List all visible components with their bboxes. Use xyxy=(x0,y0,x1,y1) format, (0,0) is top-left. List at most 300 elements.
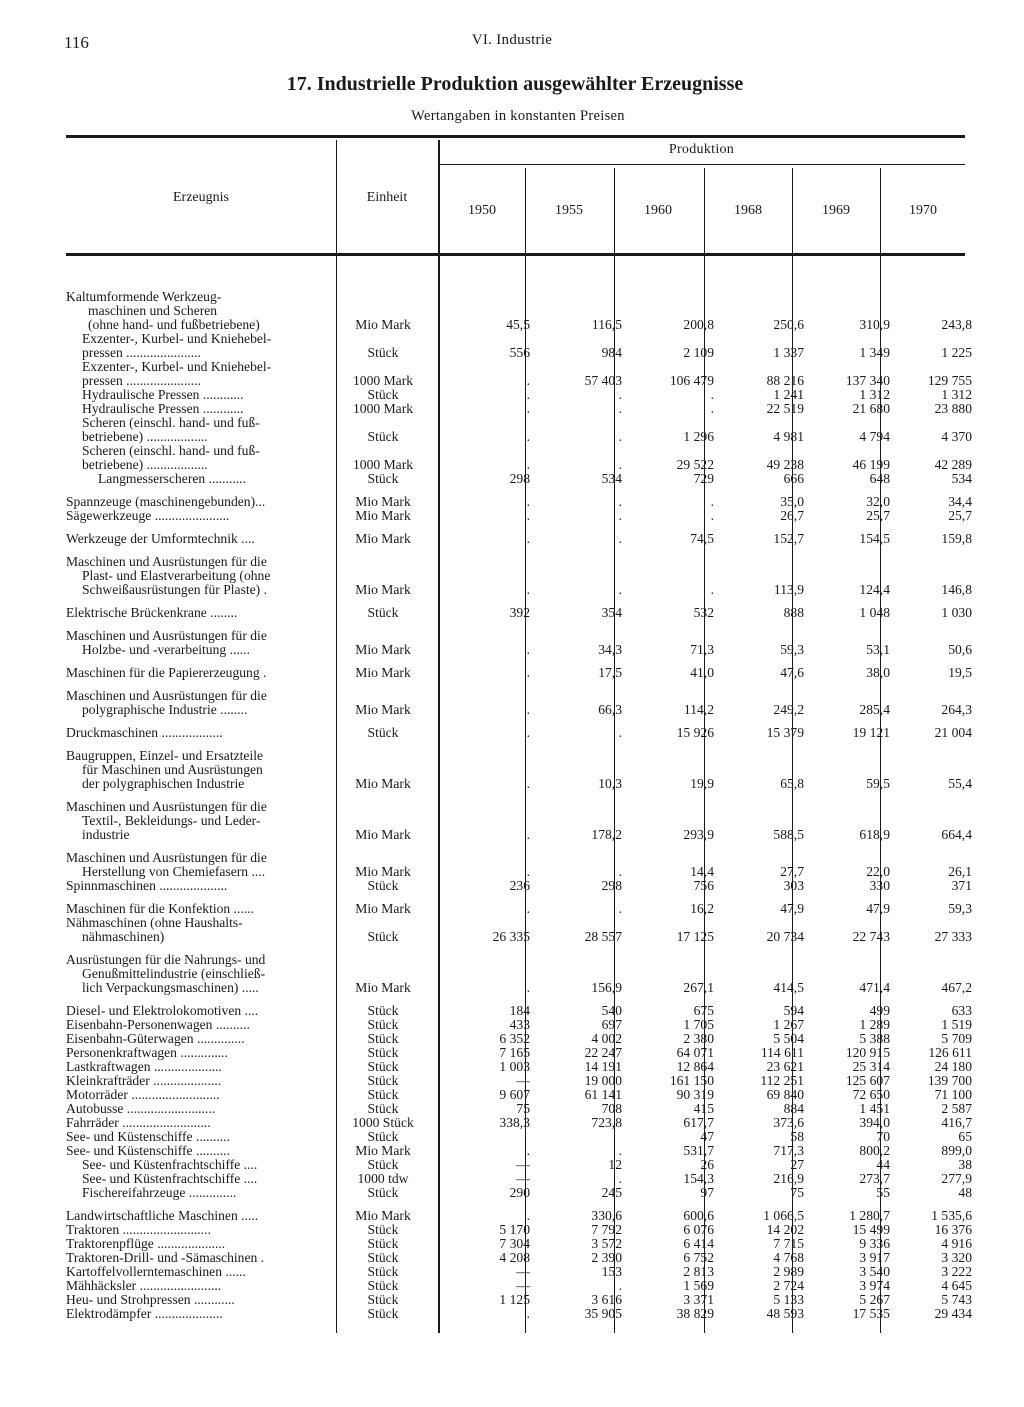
row-unit: Mio Mark xyxy=(355,776,411,791)
value-cell: . xyxy=(526,429,530,444)
produktion-rule xyxy=(438,164,965,165)
value-cell: 1 003 xyxy=(499,1059,530,1074)
row-label: Elektrodämpfer .................... xyxy=(66,1306,223,1321)
value-cell: 267,1 xyxy=(683,980,714,995)
value-cell: 7 165 xyxy=(499,1045,530,1060)
value-cell: . xyxy=(526,725,530,740)
value-cell: . xyxy=(618,725,622,740)
value-cell: 290 xyxy=(509,1185,530,1200)
value-cell: 5 133 xyxy=(773,1292,804,1307)
value-cell: 1 241 xyxy=(773,387,804,402)
value-cell: . xyxy=(526,642,530,657)
table-row xyxy=(66,1157,972,1172)
row-label: Traktorenpflüge .................... xyxy=(66,1236,226,1251)
row-label: Kleinkrafträder .................... xyxy=(66,1073,222,1088)
row-unit: Stück xyxy=(367,1222,399,1237)
table-row xyxy=(66,629,966,643)
value-cell: — xyxy=(516,1278,530,1293)
value-cell: 243,8 xyxy=(941,317,972,332)
value-cell: 2 813 xyxy=(683,1264,714,1279)
table-row xyxy=(66,1171,972,1186)
value-cell: 22,0 xyxy=(866,864,890,879)
value-cell: 7 792 xyxy=(591,1222,622,1237)
value-cell: 5 504 xyxy=(773,1031,804,1046)
value-cell: . xyxy=(618,429,622,444)
table-title: 17. Industrielle Produktion ausgewählter Erzeugnisse xyxy=(286,73,744,95)
value-cell: 14 191 xyxy=(584,1059,622,1074)
value-cell: 24 180 xyxy=(934,1059,972,1074)
value-cell: 4 916 xyxy=(941,1236,972,1251)
value-cell: 25,7 xyxy=(866,508,890,523)
value-cell: 75 xyxy=(516,1101,530,1116)
value-cell: . xyxy=(526,531,530,546)
table-row xyxy=(66,1236,972,1251)
value-cell: 633 xyxy=(951,1003,972,1018)
value-cell: 19,9 xyxy=(690,776,714,791)
table-row xyxy=(66,800,966,814)
value-cell: 4 370 xyxy=(941,429,972,444)
row-unit: Stück xyxy=(367,1250,399,1265)
table-row xyxy=(66,1059,972,1074)
value-cell: 27 xyxy=(790,1157,804,1172)
value-cell: . xyxy=(526,901,530,916)
value-cell: 1 519 xyxy=(941,1017,972,1032)
row-label: Baugruppen, Einzel- und Ersatzteile xyxy=(66,748,264,763)
value-cell: 534 xyxy=(601,471,622,486)
value-cell: 2 390 xyxy=(591,1250,622,1265)
header-year: 1969 xyxy=(822,203,850,218)
row-label: Maschinen und Ausrüstungen für die xyxy=(66,554,267,569)
table-row xyxy=(66,332,966,346)
value-cell: 245 xyxy=(601,1185,622,1200)
table-row xyxy=(66,814,966,828)
value-cell: 298 xyxy=(601,878,622,893)
value-cell: 373,6 xyxy=(773,1115,804,1130)
row-label: Fahrräder .......................... xyxy=(66,1115,211,1130)
row-unit: Stück xyxy=(367,1157,399,1172)
value-cell: 178,2 xyxy=(591,827,622,842)
value-cell: 17 125 xyxy=(676,929,714,944)
value-cell: 35,0 xyxy=(780,494,804,509)
table-body xyxy=(66,289,972,1321)
table-row xyxy=(66,416,966,430)
row-label: betriebene) .................. xyxy=(82,457,208,472)
table-row xyxy=(66,901,972,916)
value-cell: . xyxy=(526,494,530,509)
value-cell: 884 xyxy=(783,1101,804,1116)
value-cell: 26 xyxy=(700,1157,714,1172)
value-cell: 53,1 xyxy=(866,642,890,657)
value-cell: . xyxy=(526,1143,530,1158)
row-unit: Mio Mark xyxy=(355,582,411,597)
value-cell: 38 829 xyxy=(676,1306,714,1321)
value-cell: 250,6 xyxy=(773,317,804,332)
value-cell: 800,2 xyxy=(859,1143,890,1158)
value-cell: 532 xyxy=(693,605,714,620)
table-row xyxy=(66,317,972,332)
value-cell: 414,5 xyxy=(773,980,804,995)
value-cell: 22 743 xyxy=(852,929,890,944)
row-unit: Mio Mark xyxy=(355,901,411,916)
value-cell: 1 225 xyxy=(941,345,972,360)
value-cell: 1 030 xyxy=(941,605,972,620)
value-cell: 114 611 xyxy=(760,1045,804,1060)
value-cell: 21 004 xyxy=(934,725,972,740)
value-cell: 29 434 xyxy=(934,1306,972,1321)
value-cell: 88 216 xyxy=(766,373,804,388)
value-cell: 617,7 xyxy=(683,1115,714,1130)
row-unit: Mio Mark xyxy=(355,702,411,717)
value-cell: 666 xyxy=(783,471,804,486)
row-label: Kaltumformende Werkzeug- xyxy=(66,289,222,304)
value-cell: 44 xyxy=(876,1157,890,1172)
value-cell: 47 xyxy=(700,1129,714,1144)
value-cell: 15 499 xyxy=(852,1222,890,1237)
value-cell: 600,6 xyxy=(683,1208,714,1223)
row-label: Eisenbahn-Güterwagen .............. xyxy=(66,1031,245,1046)
value-cell: 45,5 xyxy=(506,317,530,332)
row-label: pressen ...................... xyxy=(82,373,201,388)
row-unit: Mio Mark xyxy=(355,508,411,523)
table-row xyxy=(66,1031,972,1046)
value-cell: 12 xyxy=(608,1157,622,1172)
value-cell: 66,3 xyxy=(598,702,622,717)
value-cell: 594 xyxy=(783,1003,804,1018)
row-label: betriebene) .................. xyxy=(82,429,208,444)
value-cell: 4 768 xyxy=(773,1250,804,1265)
row-unit: Stück xyxy=(367,1185,399,1200)
value-cell: . xyxy=(526,401,530,416)
table-row xyxy=(66,345,972,360)
value-cell: 2 724 xyxy=(773,1278,804,1293)
row-label: Exzenter-, Kurbel- und Kniehebel- xyxy=(82,359,272,374)
row-unit: Stück xyxy=(367,1031,399,1046)
value-cell: 112 251 xyxy=(760,1073,804,1088)
row-unit: 1000 Mark xyxy=(352,457,414,472)
value-cell: 15 379 xyxy=(766,725,804,740)
value-cell: 648 xyxy=(869,471,890,486)
row-unit: Mio Mark xyxy=(355,642,411,657)
row-unit: Stück xyxy=(367,345,399,360)
value-cell: 9 607 xyxy=(499,1087,530,1102)
value-cell: 16,2 xyxy=(690,901,714,916)
value-cell: 23 621 xyxy=(766,1059,804,1074)
value-cell: 540 xyxy=(601,1003,622,1018)
value-cell: 618,9 xyxy=(859,827,890,842)
value-cell: . xyxy=(618,901,622,916)
row-unit: Mio Mark xyxy=(355,494,411,509)
value-cell: 71 100 xyxy=(934,1087,972,1102)
row-label: Ausrüstungen für die Nahrungs- und xyxy=(66,952,266,967)
value-cell: 310,9 xyxy=(859,317,890,332)
value-cell: 303 xyxy=(783,878,804,893)
table-row xyxy=(66,1101,972,1116)
row-label: Traktoren-Drill- und -Sämaschinen . xyxy=(66,1250,265,1265)
value-cell: . xyxy=(618,864,622,879)
table-row xyxy=(66,1292,972,1307)
value-cell: 723,8 xyxy=(591,1115,622,1130)
value-cell: 156,9 xyxy=(591,980,622,995)
top-rule xyxy=(66,135,965,138)
value-cell: 3 616 xyxy=(591,1292,622,1307)
table-row xyxy=(66,1185,972,1200)
value-cell: 3 371 xyxy=(683,1292,714,1307)
value-cell: 5 388 xyxy=(859,1031,890,1046)
value-cell: 534 xyxy=(951,471,972,486)
value-cell: 236 xyxy=(509,878,530,893)
value-cell: . xyxy=(618,1278,622,1293)
row-unit: Stück xyxy=(367,1292,399,1307)
value-cell: 1 312 xyxy=(941,387,972,402)
value-cell: 354 xyxy=(601,605,622,620)
row-label: Lastkraftwagen .................... xyxy=(66,1059,222,1074)
row-unit: Stück xyxy=(367,725,399,740)
value-cell: . xyxy=(526,387,530,402)
row-label: Motorräder .......................... xyxy=(66,1087,220,1102)
value-cell: 293,9 xyxy=(683,827,714,842)
value-cell: 394,0 xyxy=(859,1115,890,1130)
value-cell: 6 414 xyxy=(683,1236,714,1251)
value-cell: 29 522 xyxy=(676,457,714,472)
value-cell: . xyxy=(618,508,622,523)
value-cell: . xyxy=(526,827,530,842)
value-cell: 38 xyxy=(958,1157,972,1172)
row-unit: Stück xyxy=(367,1059,399,1074)
value-cell: 55,4 xyxy=(948,776,972,791)
table-row xyxy=(66,689,966,703)
value-cell: . xyxy=(526,508,530,523)
table-row xyxy=(66,1143,972,1158)
value-cell: 34,4 xyxy=(948,494,972,509)
value-cell: 14,4 xyxy=(690,864,714,879)
row-label: Maschinen für die Papiererzeugung . xyxy=(66,665,267,680)
value-cell: 899,0 xyxy=(941,1143,972,1158)
row-label: industrie xyxy=(82,827,130,842)
value-cell: 59,3 xyxy=(948,901,972,916)
header-erzeugnis: Erzeugnis xyxy=(173,190,229,205)
table-row xyxy=(66,360,966,374)
value-cell: 75 xyxy=(790,1185,804,1200)
value-cell: . xyxy=(618,494,622,509)
chapter-heading: VI. Industrie xyxy=(471,32,553,48)
row-unit: 1000 tdw xyxy=(357,1171,409,1186)
row-unit: Stück xyxy=(367,1101,399,1116)
value-cell: 273,7 xyxy=(859,1171,890,1186)
table-row xyxy=(66,953,966,967)
value-cell: 12 864 xyxy=(676,1059,714,1074)
value-cell: 26,1 xyxy=(948,864,972,879)
value-cell: . xyxy=(526,1306,530,1321)
value-cell: 330 xyxy=(869,878,890,893)
value-cell: 556 xyxy=(509,345,530,360)
table-row xyxy=(66,929,972,944)
value-cell: 1 569 xyxy=(683,1278,714,1293)
value-cell: 46 199 xyxy=(852,457,890,472)
value-cell: 756 xyxy=(693,878,714,893)
value-cell: 17,5 xyxy=(598,665,622,680)
table-row xyxy=(66,1264,972,1279)
value-cell: 3 572 xyxy=(591,1236,622,1251)
value-cell: 588,5 xyxy=(773,827,804,842)
row-label: Sägewerkzeuge ...................... xyxy=(66,508,230,523)
value-cell: 57 403 xyxy=(584,373,622,388)
value-cell: . xyxy=(618,387,622,402)
value-cell: 531,7 xyxy=(683,1143,714,1158)
table-row xyxy=(66,1087,972,1102)
value-cell: 697 xyxy=(601,1017,622,1032)
value-cell: 4 794 xyxy=(859,429,890,444)
value-cell: . xyxy=(526,457,530,472)
value-cell: — xyxy=(516,1157,530,1172)
value-cell: 371 xyxy=(951,878,972,893)
table-row xyxy=(66,387,972,402)
row-label: Werkzeuge der Umformtechnik .... xyxy=(66,531,255,546)
value-cell: 146,8 xyxy=(941,582,972,597)
value-cell: 139 700 xyxy=(927,1073,972,1088)
value-cell: 249,2 xyxy=(773,702,804,717)
row-label: Maschinen und Ausrüstungen für die xyxy=(66,688,267,703)
row-label: Druckmaschinen .................. xyxy=(66,725,223,740)
row-label: der polygraphischen Industrie xyxy=(82,776,245,791)
row-label: Autobusse .......................... xyxy=(66,1101,216,1116)
table-row xyxy=(66,1222,972,1237)
row-label: lich Verpackungsmaschinen) ..... xyxy=(82,980,259,995)
value-cell: 90 319 xyxy=(676,1087,714,1102)
row-unit: Mio Mark xyxy=(355,317,411,332)
row-label: Landwirtschaftliche Maschinen ..... xyxy=(66,1208,259,1223)
value-cell: 1 296 xyxy=(683,429,714,444)
value-cell: 17 535 xyxy=(852,1306,890,1321)
value-cell: 159,8 xyxy=(941,531,972,546)
value-cell: . xyxy=(710,494,714,509)
value-cell: 729 xyxy=(693,471,714,486)
value-cell: 6 752 xyxy=(683,1250,714,1265)
value-cell: . xyxy=(710,582,714,597)
value-cell: 9 336 xyxy=(859,1236,890,1251)
value-cell: 114,2 xyxy=(683,702,714,717)
value-cell: . xyxy=(710,508,714,523)
row-unit: Stück xyxy=(367,1278,399,1293)
row-unit: Mio Mark xyxy=(355,827,411,842)
value-cell: . xyxy=(526,582,530,597)
row-label: nähmaschinen) xyxy=(82,929,165,944)
value-cell: 41,0 xyxy=(690,665,714,680)
row-label: Fischereifahrzeuge .............. xyxy=(82,1185,237,1200)
value-cell: 277,9 xyxy=(941,1171,972,1186)
table-row xyxy=(66,702,972,717)
value-cell: 1 048 xyxy=(859,605,890,620)
row-unit: Stück xyxy=(367,1045,399,1060)
value-cell: 2 380 xyxy=(683,1031,714,1046)
value-cell: 27 333 xyxy=(934,929,972,944)
row-label: Schweißausrüstungen für Plaste) . xyxy=(82,582,267,597)
value-cell: . xyxy=(710,401,714,416)
value-cell: 23 880 xyxy=(934,401,972,416)
value-cell: 49 238 xyxy=(766,457,804,472)
value-cell: 3 917 xyxy=(859,1250,890,1265)
row-unit: Stück xyxy=(367,605,399,620)
value-cell: 1 705 xyxy=(683,1017,714,1032)
value-cell: 47,9 xyxy=(780,901,804,916)
row-label: Langmesserscheren ........... xyxy=(98,471,246,486)
table-row xyxy=(66,429,972,444)
row-unit: Stück xyxy=(367,1306,399,1321)
table-row xyxy=(66,1129,972,1144)
table-row xyxy=(66,401,972,416)
value-cell: 10,3 xyxy=(598,776,622,791)
row-label: Nähmaschinen (ohne Haushalts- xyxy=(66,915,243,930)
row-label: Scheren (einschl. hand- und fuß- xyxy=(82,443,260,458)
row-unit: 1000 Mark xyxy=(352,373,414,388)
value-cell: 6 352 xyxy=(499,1031,530,1046)
value-cell: 1 289 xyxy=(859,1017,890,1032)
value-cell: . xyxy=(526,373,530,388)
value-cell: 125 607 xyxy=(845,1073,890,1088)
value-cell: 25,7 xyxy=(948,508,972,523)
table-row xyxy=(66,1003,972,1018)
value-cell: 499 xyxy=(869,1003,890,1018)
row-unit: Mio Mark xyxy=(355,531,411,546)
value-cell: 4 002 xyxy=(591,1031,622,1046)
table-row xyxy=(66,508,972,523)
value-cell: 3 974 xyxy=(859,1278,890,1293)
value-cell: 14 202 xyxy=(766,1222,804,1237)
value-cell: 47,9 xyxy=(866,901,890,916)
value-cell: 19 000 xyxy=(584,1073,622,1088)
value-cell: . xyxy=(526,702,530,717)
value-cell: . xyxy=(526,665,530,680)
value-cell: 116,5 xyxy=(591,317,622,332)
table-row xyxy=(66,967,966,981)
value-cell: 7 715 xyxy=(773,1236,804,1251)
value-cell: 65,8 xyxy=(780,776,804,791)
value-cell: 74,5 xyxy=(690,531,714,546)
table-row xyxy=(66,725,972,740)
value-cell: . xyxy=(618,457,622,472)
value-cell: — xyxy=(516,1171,530,1186)
value-cell: 3 320 xyxy=(941,1250,972,1265)
row-label: See- und Küstenfrachtschiffe .... xyxy=(82,1171,258,1186)
value-cell: 153 xyxy=(601,1264,622,1279)
value-cell: . xyxy=(618,1171,622,1186)
row-label: See- und Küstenschiffe .......... xyxy=(66,1129,230,1144)
value-cell: 70 xyxy=(876,1129,890,1144)
value-cell: . xyxy=(618,582,622,597)
table-row xyxy=(66,776,972,791)
value-cell: 4 981 xyxy=(773,429,804,444)
value-cell: 888 xyxy=(783,605,804,620)
value-cell: 97 xyxy=(700,1185,714,1200)
row-label: polygraphische Industrie ........ xyxy=(82,702,248,717)
table-row xyxy=(66,582,972,597)
row-unit: Stück xyxy=(367,1087,399,1102)
row-label: Textil-, Bekleidungs- und Leder- xyxy=(82,813,261,828)
table-row xyxy=(66,531,972,546)
row-unit: Stück xyxy=(367,1073,399,1088)
value-cell: 72 650 xyxy=(852,1087,890,1102)
row-label: Genußmittelindustrie (einschließ- xyxy=(82,966,266,981)
value-cell: 61 141 xyxy=(584,1087,622,1102)
value-cell: 1 280,7 xyxy=(849,1208,890,1223)
row-label: Maschinen für die Konfektion ...... xyxy=(66,901,255,916)
table-row xyxy=(66,569,966,583)
table-row xyxy=(66,1017,972,1032)
table-row xyxy=(66,1250,972,1265)
value-cell: . xyxy=(618,1143,622,1158)
row-unit: Stück xyxy=(367,429,399,444)
value-cell: 6 076 xyxy=(683,1222,714,1237)
value-cell: 25 314 xyxy=(852,1059,890,1074)
